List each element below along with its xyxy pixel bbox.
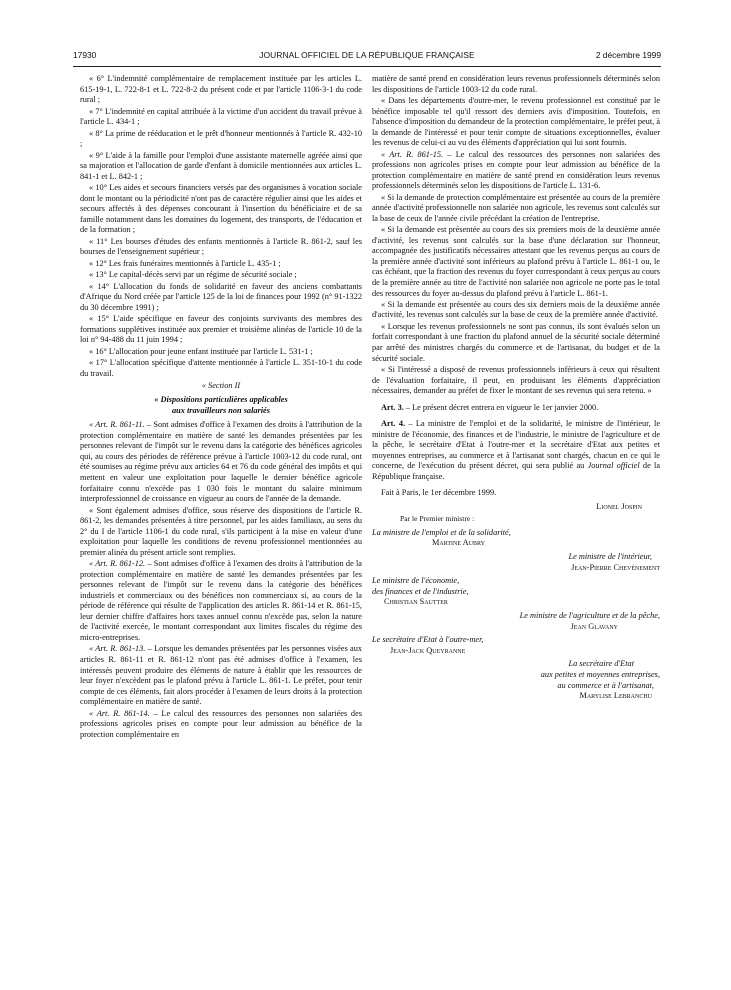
section-subtitle — [80, 395, 362, 416]
journal-title: JOURNAL OFFICIEL DE LA RÉPUBLIQUE FRANÇAISE — [259, 50, 475, 60]
page-header — [73, 50, 661, 64]
list-item: « 10° Les aides et secours financiers versés par des organismes à vocation sociale dont le montant ou la périodicité n'ont pas de caractère régulier ainsi que les aides et secours affectés à des dépenses concourant à l'insertion du bénéficiaire et de sa famille notamment dans les domaines du logement, des transports, de l'éducation et de la formation ; — [80, 183, 362, 235]
list-item: « 12° Les frais funéraires mentionnés à l'article L. 435-1 ; — [89, 258, 281, 268]
article-label: « Art. R. 861-15. — [381, 149, 444, 159]
paragraph: « Si la demande est présentée au cours des six derniers mois de la deuxième année d'activité, les revenus sont calculés sur la base de ceux de la première année d'activité. — [372, 299, 660, 320]
signatory-intro: Par le Premier ministre : — [400, 514, 475, 524]
paragraph: « Si la demande de protection complémentaire est présentée au cours de la première année d'activité professionnelle non salariée non agricole, les revenus sont calculés sur la base de ceux de l'année civile précédant la création de l'entreprise. — [372, 192, 660, 223]
signatory-title: Le ministre de l'économie, — [372, 576, 460, 586]
issue-date: 2 décembre 1999 — [595, 50, 661, 60]
section-subtitle-line-1: « Dispositions particulières applicables — [154, 395, 288, 405]
left-column — [80, 74, 362, 741]
signatory-name: Jean-Jack Queyranne — [390, 645, 466, 655]
article-label: « Art. R. 861-11. — [89, 420, 145, 430]
signatory-title: Le ministre de l'agriculture et de la pêche, — [519, 611, 660, 621]
article-r861-14: « Art. R. 861-14. – Le calcul des ressources des personnes non salariées des professions agricoles prises en compte pour leur admission au bénéfice de la protection complémentaire en — [80, 708, 362, 739]
article-r861-12: « Art. R. 861-12. – Sont admises d'office à l'examen des droits à l'attribution de la protection complémentaire en matière de santé les demandes présentées par les personnes relevant de l'impôt sur le revenu dans la catégorie des bénéfices industriels et commerciaux ou des bénéfices non commerciaux si, au cours de la période de référence qui résulte de l'application des articles R. 861-14 et R. 861-15, leur dernier chiffre d'affaires hors taxes annuel connu n'excède pas, selon la nature de l'activité exercée, le montant correspondant aux limites fiscales du régime des micro-entreprises. — [80, 559, 362, 642]
article-r861-15: « Art. R. 861-15. – Le calcul des ressources des personnes non salariées des professions non agricoles prises en compte pour leur admission au bénéfice de la protection complémentaire en matière de santé prend en considération leurs revenus professionnels déterminés selon les dispositions de l'article L. 131-6. — [372, 149, 661, 191]
signatures — [372, 502, 660, 702]
paragraph: « Si la demande est présentée au cours des six premiers mois de la deuxième année d'activité, les revenus sont calculés sur la base d'une déclaration sur l'honneur, accompagnée des justificatifs nécessaires attestant que les revenus perçus au cours de la première année d'activité sont inférieurs au plafond prévu à l'article L. 861-1 ou, le cas échéant, que la fraction des revenus du foyer correspondant à ceux perçus au cours de la première année au titre de l'activité non salariée non agricole ne porte pas le total des ressources du foyer au-dessus du plafond prévu à l'article L. 861-1. — [372, 225, 660, 298]
right-column — [372, 74, 660, 702]
article-3: Art. 3. – Le présent décret entrera en vigueur le 1er janvier 2000. — [381, 402, 599, 412]
article-label: Art. 3. — [381, 402, 404, 412]
list-item: « 11° Les bourses d'études des enfants mentionnés à l'article R. 861-2, sauf les bourses de l'enseignement supérieur ; — [80, 236, 362, 257]
list-item: « 13° Le capital-décès servi par un régime de sécurité sociale ; — [89, 270, 297, 280]
article-label: Art. 4. — [381, 418, 406, 428]
article-label: « Art. R. 861-14. — [89, 708, 150, 718]
paragraph: « Si l'intéressé a disposé de revenus professionnels inférieurs à ceux qui résultent de l'évaluation forfaitaire, il peut, en produisant les éléments d'appréciation nécessaires, demander au préfet de fixer le montant de ses revenus qui sera retenu. » — [372, 365, 660, 396]
signatory-title: des finances et de l'industrie, — [372, 586, 469, 596]
list-item: « 8° La prime de rééducation et le prêt d'honneur mentionnés à l'article R. 432-10 ; — [80, 128, 362, 149]
list-item: « 15° L'aide spécifique en faveur des conjoints survivants des membres des formations supplétives instituée aux premier et troisième alinéas de l'article 10 de la loi n° 94-488 du 11 juin 1994 ; — [80, 314, 362, 345]
article-r861-13: « Art. R. 861-13. – Lorsque les demandes présentées par les personnes visées aux articles R. 861-11 et R. 861-12 n'ont pas été admises d'office à l'examen, les intéressés peuvent produire des éléments de nature à établir que les ressources de leur foyer n'excèdent pas le plafond prévu à l'article L. 861-1. Le préfet, pour tenir compte de ces éléments, fait alors procéder à l'examen de leurs droits à la protection complémentaire en matière de santé. — [80, 644, 362, 707]
list-item: « 16° L'allocation pour jeune enfant instituée par l'article L. 531-1 ; — [89, 346, 313, 356]
article-r861-11: « Art. R. 861-11. – Sont admises d'office à l'examen des droits à l'attribution de la protection complémentaire en matière de santé les demandes présentées par les personnes relevant de l'impôt sur le revenu dans la catégorie des bénéfices agricoles qui, au cours des périodes de référence prévue à l'article 1003-12 du code rural, ont été soumises au régime prévu aux articles 64 et 76 du code général des impôts et qui mettent en valeur une exploitation pour laquelle le dernier bénéfice agricole forfaitaire connu n'excède pas 1 030 fois le montant du salaire minimum interprofessionnel de croissance en vigueur au cours de l'année de la demande. — [80, 420, 362, 504]
signatory-name: Martine Aubry — [432, 538, 485, 548]
list-item: « 17° L'allocation spécifique d'attente mentionnée à l'article L. 351-10-1 du code du travail. — [80, 358, 362, 378]
dom-paragraph: « Dans les départements d'outre-mer, le revenu professionnel est constitué par le bénéfice imposable tel qu'il ressort des derniers avis d'imposition. Toutefois, en l'absence d'imposition du demandeur de la protection complémentaire, le préfet peut, à la demande de l'intéressé et pour tenir compte de situations exceptionnelles, évaluer les revenus de celui-ci au vu des éléments d'appréciation qui lui sont fournis. — [372, 95, 660, 148]
list-item: « 14° L'allocation du fonds de solidarité en faveur des anciens combattants d'Afrique du Nord créée par l'article 125 de la loi de finances pour 1992 (n° 91-1322 du 30 décembre 1991) ; — [80, 281, 362, 312]
article-4: Art. 4. – La ministre de l'emploi et de la solidarité, le ministre de l'intérieur, le ministre de l'économie, des finances et de l'industrie, le ministre de l'agriculture et de la pêche, le secrétaire d'Etat à l'outre-mer et la secrétaire d'Etat aux petites et moyennes entreprises, au commerce et à l'artisanat sont chargés, chacun en ce qui le concerne, de l'exécution du présent décret, qui sera publié au Journal officiel de la République française. — [372, 418, 660, 481]
signatory-name: Jean Glavany — [570, 621, 618, 631]
signatory-title: La secrétaire d'Etat — [568, 659, 634, 669]
list-item: « 7° L'indemnité en capital attribuée à la victime d'un accident du travail prévue à l'article L. 434-1 ; — [80, 106, 362, 127]
journal-reference: Journal officiel — [587, 461, 640, 471]
signatory-pm: Lionel Jospin — [596, 501, 642, 511]
signatory-name: Christian Sautter — [384, 597, 448, 607]
page-number: 17930 — [73, 50, 97, 60]
signatory-title: aux petites et moyennes entreprises, — [540, 670, 660, 679]
continued-paragraph: matière de santé prend en considération leurs revenus professionnels déterminés selon les dispositions de l'article 1003-12 du code rural. — [372, 74, 660, 94]
header-rule — [73, 66, 661, 67]
section-heading: « Section II — [201, 380, 241, 390]
article-label: « Art. R. 861-13. — [89, 644, 146, 654]
article-r861-11-para-2: « Sont également admises d'office, sous réserve des dispositions de l'article R. 861-2, les demandes présentées à titre personnel, par les aides familiaux, au sens du 2° du I de l'article 1106-1 du code rural, s'ils participent à la mise en valeur d'une exploitation pour laquelle les conditions de revenu professionnel mentionnées au premier alinéa du présent article sont remplies. — [80, 505, 362, 557]
signatory-title: La ministre de l'emploi et de la solidarité, — [372, 527, 511, 537]
signatory-title: au commerce et à l'artisanat, — [557, 680, 654, 690]
list-item: « 9° L'aide à la famille pour l'emploi d'une assistante maternelle agréée ainsi que sa majoration et l'allocation de garde d'enfant à domicile mentionnées aux articles L. 841-1 et L. 842-1 ; — [80, 150, 362, 181]
article-label: « Art. R. 861-12. — [89, 559, 146, 569]
section-subtitle-line-2: aux travailleurs non salariés — [172, 405, 270, 415]
list-item: « 6° L'indemnité complémentaire de remplacement instituée par les articles L. 615-19-1, L. 722-8-1 et L. 722-8-2 du présent code et par l'article 1106-3-1 du code rural ; — [80, 74, 362, 105]
signatory-name: Marylise Lebranchu — [579, 691, 652, 701]
signatory-name: Jean-Pierre Chevènement — [571, 562, 660, 572]
signatory-title: Le ministre de l'intérieur, — [568, 552, 652, 562]
paragraph: « Lorsque les revenus professionnels ne sont pas connus, ils sont évalués selon un forfait correspondant à une fraction du plafond annuel de la sécurité sociale déterminé par arrêté des ministres chargés du commerce et de l'artisanat, du budget et de la sécurité sociale. — [372, 321, 660, 363]
signatory-title: Le secrétaire d'Etat à l'outre-mer, — [372, 635, 484, 645]
enumerated-items — [80, 74, 362, 379]
fait-date: Fait à Paris, le 1er décembre 1999. — [381, 488, 497, 498]
